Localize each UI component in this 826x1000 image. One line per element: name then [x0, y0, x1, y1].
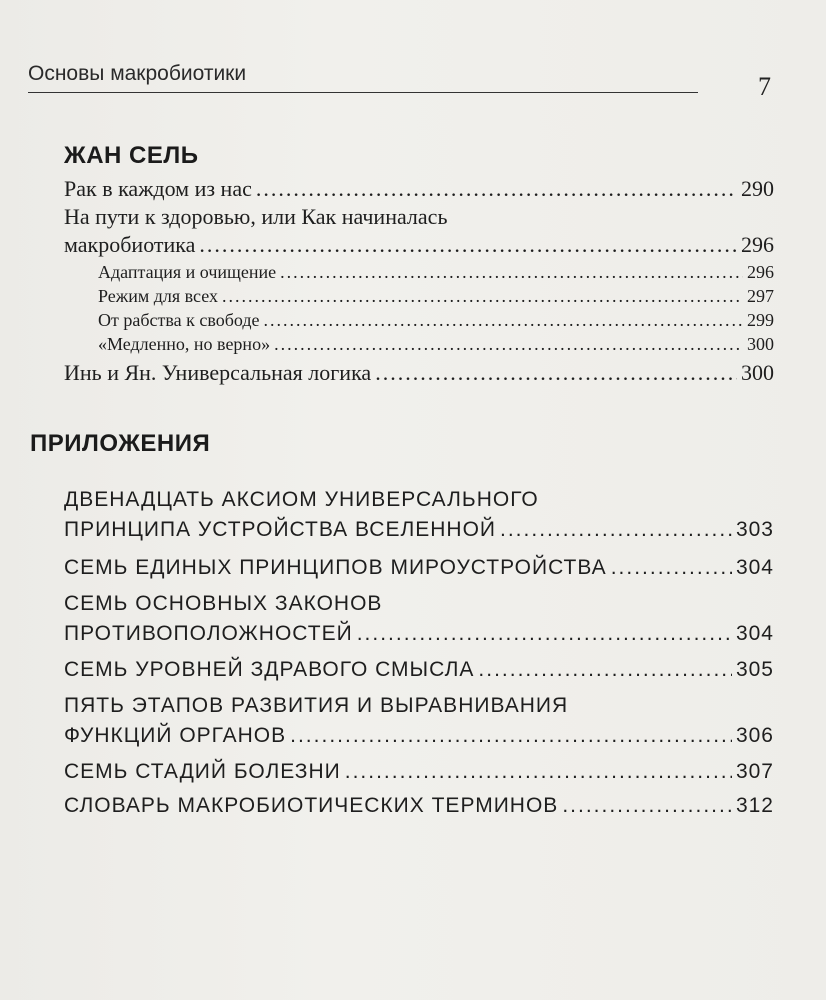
running-title: Основы макробиотики — [28, 62, 247, 85]
toc-entry — [64, 556, 774, 580]
dot-leader — [222, 286, 743, 307]
toc-entry-title: макробиотика — [64, 232, 196, 257]
toc-entry-title-line1: СЕМЬ ОСНОВНЫХ ЗАКОНОВ — [64, 592, 383, 615]
toc-entry-title: Инь и Ян. Универсальная логика — [64, 360, 372, 385]
toc-subentry — [98, 310, 774, 331]
header-rule — [28, 92, 698, 93]
toc-entry — [64, 760, 774, 784]
toc-entry-title-line1: ДВЕНАДЦАТЬ АКСИОМ УНИВЕРСАЛЬНОГО — [64, 488, 539, 511]
toc-entry — [64, 176, 774, 202]
toc-entry-title: СЕМЬ ЕДИНЫХ ПРИНЦИПОВ МИРОУСТРОЙСТВА — [64, 556, 607, 579]
section-heading-jean-cel: ЖАН СЕЛЬ — [64, 142, 199, 169]
toc-entry — [64, 622, 774, 646]
toc-entry-page: 299 — [747, 310, 774, 330]
toc-entry-title: Режим для всех — [98, 286, 218, 306]
toc-entry-title-line1: На пути к здоровью, или Как начиналась — [64, 204, 448, 229]
toc-entry-page: 290 — [741, 176, 774, 201]
toc-entry-title: ПРОТИВОПОЛОЖНОСТЕЙ — [64, 622, 353, 645]
toc-entry-page: 303 — [735, 518, 774, 541]
toc-entry-page: 305 — [735, 658, 774, 681]
toc-entry-title: ФУНКЦИЙ ОРГАНОВ — [64, 724, 287, 747]
toc-entry-title: СЕМЬ УРОВНЕЙ ЗДРАВОГО СМЫСЛА — [64, 658, 475, 681]
toc-entry — [64, 658, 774, 682]
toc-entry — [64, 724, 774, 748]
toc-entry-title-line1: ПЯТЬ ЭТАПОВ РАЗВИТИЯ И ВЫРАВНИВАНИЯ — [64, 694, 569, 717]
dot-leader — [264, 310, 743, 331]
toc-entry-page: 300 — [747, 334, 774, 354]
toc-subentry — [98, 334, 774, 355]
toc-entry-page: 304 — [735, 622, 774, 645]
dot-leader — [611, 556, 732, 580]
dot-leader — [478, 658, 732, 682]
toc-entry-page: 307 — [735, 760, 774, 783]
toc-entry-title: От рабства к свободе — [98, 310, 260, 330]
toc-entry-page: 296 — [747, 262, 774, 282]
toc-subentry — [98, 286, 774, 307]
toc-entry-title: Адаптация и очищение — [98, 262, 277, 282]
dot-leader — [274, 334, 743, 355]
page-number: 7 — [758, 72, 771, 101]
dot-leader — [357, 622, 732, 646]
dot-leader — [290, 724, 732, 748]
toc-entry — [64, 232, 774, 258]
dot-leader — [280, 262, 743, 283]
toc-entry-title: СЕМЬ СТАДИЙ БОЛЕЗНИ — [64, 760, 341, 783]
toc-entry-title: Рак в каждом из нас — [64, 176, 252, 201]
dot-leader — [375, 360, 737, 386]
toc-entry-page: 296 — [741, 232, 774, 257]
toc-subentry — [98, 262, 774, 283]
toc-entry-page: 312 — [735, 794, 774, 817]
dot-leader — [345, 760, 732, 784]
dot-leader — [256, 176, 737, 202]
toc-entry-page: 297 — [747, 286, 774, 306]
toc-entry-title: ПРИНЦИПА УСТРОЙСТВА ВСЕЛЕННОЙ — [64, 518, 497, 541]
dot-leader — [199, 232, 737, 258]
toc-entry — [64, 518, 774, 542]
toc-entry-title: СЛОВАРЬ МАКРОБИОТИЧЕСКИХ ТЕРМИНОВ — [64, 794, 559, 817]
toc-entry — [64, 360, 774, 386]
toc-entry-title: «Медленно, но верно» — [98, 334, 271, 354]
section-heading-appendices: ПРИЛОЖЕНИЯ — [30, 430, 211, 457]
toc-entry — [64, 794, 774, 818]
toc-entry-page: 306 — [735, 724, 774, 747]
toc-entry-page: 300 — [741, 360, 774, 385]
dot-leader — [500, 518, 732, 542]
dot-leader — [562, 794, 732, 818]
toc-entry-page: 304 — [735, 556, 774, 579]
